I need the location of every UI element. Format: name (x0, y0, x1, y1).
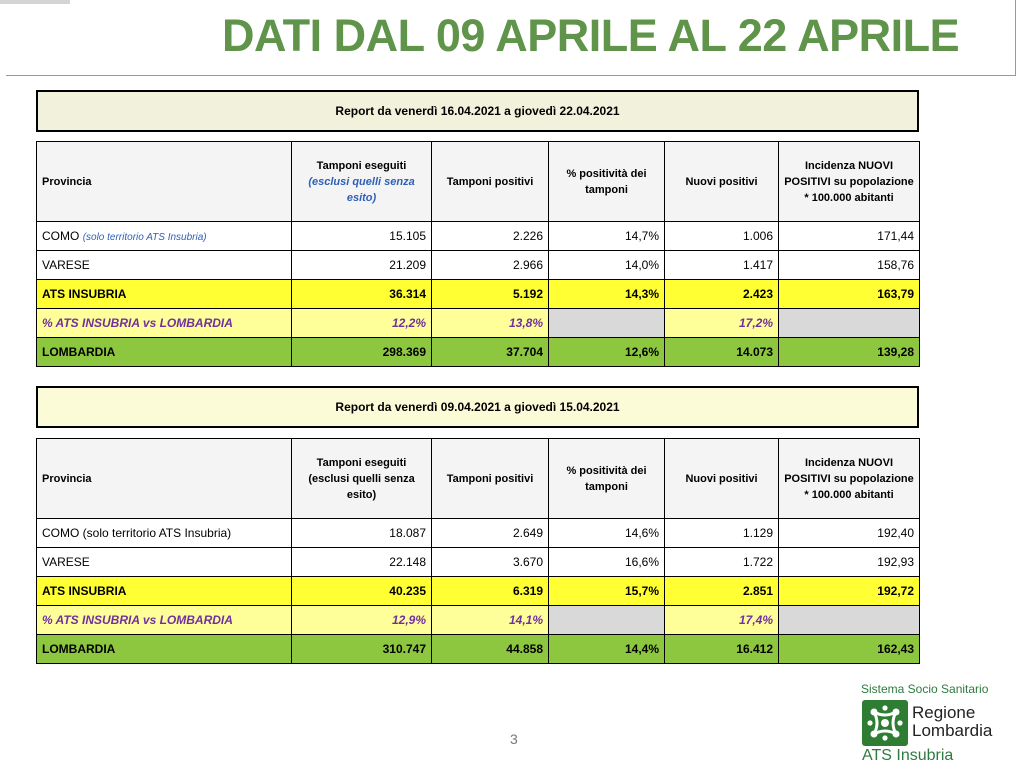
cell-positivi: 5.192 (432, 280, 549, 309)
report-2-table (36, 438, 920, 664)
table-row-varese (37, 251, 920, 280)
header-nuovi-positivi: Nuovi positivi (665, 142, 779, 222)
title-divider (6, 75, 1016, 76)
header-positivita: % positività dei tamponi (549, 439, 665, 519)
table-row-como (37, 222, 920, 251)
table-row-lombardia (37, 635, 920, 664)
cell-provincia: COMO (solo territorio ATS Insubria) (37, 519, 292, 548)
cell-positivi: 2.966 (432, 251, 549, 280)
cell-positivi: 14,1% (432, 606, 549, 635)
header-tamponi-eseguiti (292, 142, 432, 222)
cell-nuovi: 1.006 (665, 222, 779, 251)
cell-pct-blank (549, 309, 665, 338)
cell-nuovi: 2.423 (665, 280, 779, 309)
table-row-ats-insubria (37, 280, 920, 309)
cell-tamponi: 40.235 (292, 577, 432, 606)
cell-provincia: ATS INSUBRIA (37, 280, 292, 309)
cell-positivi: 2.649 (432, 519, 549, 548)
cell-incidenza-blank (779, 309, 920, 338)
cell-positivi: 2.226 (432, 222, 549, 251)
cell-provincia: VARESE (37, 548, 292, 577)
report-1-title: Report da venerdì 16.04.2021 a giovedì 22.04.2021 (36, 90, 919, 132)
cell-nuovi: 17,2% (665, 309, 779, 338)
header-provincia: Provincia (37, 142, 292, 222)
table-row-varese (37, 548, 920, 577)
table-header-row (37, 439, 920, 519)
page-number: 3 (510, 731, 518, 747)
cell-nuovi: 14.073 (665, 338, 779, 367)
cell-incidenza: 171,44 (779, 222, 920, 251)
logo-lombardia-text: Lombardia (912, 721, 993, 740)
cell-nuovi: 1.417 (665, 251, 779, 280)
cell-provincia (37, 222, 292, 251)
cell-positivi: 6.319 (432, 577, 549, 606)
header-tamponi-eseguiti (292, 439, 432, 519)
cell-tamponi: 15.105 (292, 222, 432, 251)
cell-provincia: VARESE (37, 251, 292, 280)
cell-pct: 14,6% (549, 519, 665, 548)
table-row-pct-ats-vs-lombardia (37, 309, 920, 338)
table-row-pct-ats-vs-lombardia (37, 606, 920, 635)
table-row-lombardia (37, 338, 920, 367)
cell-provincia: LOMBARDIA (37, 338, 292, 367)
cell-tamponi: 298.369 (292, 338, 432, 367)
cell-pct: 14,7% (549, 222, 665, 251)
cell-pct: 16,6% (549, 548, 665, 577)
report-1-table (36, 141, 920, 367)
cell-nuovi: 17,4% (665, 606, 779, 635)
table-row-ats-insubria (37, 577, 920, 606)
header-incidenza: Incidenza NUOVI POSITIVI su popolazione * 100.000 abitanti (779, 439, 920, 519)
cell-positivi: 13,8% (432, 309, 549, 338)
logo-regione-text: Regione (912, 703, 976, 722)
cell-pct: 14,4% (549, 635, 665, 664)
cell-provincia: ATS INSUBRIA (37, 577, 292, 606)
cell-positivi: 44.858 (432, 635, 549, 664)
cell-nuovi: 16.412 (665, 635, 779, 664)
cell-incidenza: 163,79 (779, 280, 920, 309)
cell-tamponi: 12,9% (292, 606, 432, 635)
provincia-note: (solo territorio ATS Insubria) (82, 232, 207, 243)
header-tamponi-eseguiti-label: Tamponi eseguiti (316, 456, 407, 469)
header-tamponi-positivi: Tamponi positivi (432, 439, 549, 519)
rosa-camuna-icon (862, 700, 908, 746)
header-provincia: Provincia (37, 439, 292, 519)
header-tamponi-eseguiti-note: (esclusi quelli senza esito) (308, 472, 415, 501)
cell-tamponi: 21.209 (292, 251, 432, 280)
cell-pct: 15,7% (549, 577, 665, 606)
header-tamponi-eseguiti-note: (esclusi quelli senza esito) (308, 175, 415, 204)
logo-top-text: Sistema Socio Sanitario (861, 682, 989, 696)
table-header-row (37, 142, 920, 222)
table-row-como (37, 519, 920, 548)
logo-ats-text: ATS Insubria (862, 747, 954, 764)
cell-incidenza-blank (779, 606, 920, 635)
header-positivita: % positività dei tamponi (549, 142, 665, 222)
header-incidenza: Incidenza NUOVI POSITIVI su popolazione * 100.000 abitanti (779, 142, 920, 222)
title-divider-vertical (1015, 0, 1016, 76)
cell-tamponi: 36.314 (292, 280, 432, 309)
header-tamponi-eseguiti-label: Tamponi eseguiti (316, 159, 407, 172)
cell-nuovi: 1.722 (665, 548, 779, 577)
cell-pct: 14,3% (549, 280, 665, 309)
cell-nuovi: 1.129 (665, 519, 779, 548)
corner-mark (0, 0, 70, 4)
cell-nuovi: 2.851 (665, 577, 779, 606)
header-nuovi-positivi: Nuovi positivi (665, 439, 779, 519)
cell-incidenza: 162,43 (779, 635, 920, 664)
cell-pct: 14,0% (549, 251, 665, 280)
report-2-title: Report da venerdì 09.04.2021 a giovedì 15.04.2021 (36, 386, 919, 428)
cell-tamponi: 18.087 (292, 519, 432, 548)
cell-positivi: 37.704 (432, 338, 549, 367)
cell-tamponi: 310.747 (292, 635, 432, 664)
cell-provincia: % ATS INSUBRIA vs LOMBARDIA (37, 309, 292, 338)
cell-provincia: % ATS INSUBRIA vs LOMBARDIA (37, 606, 292, 635)
cell-positivi: 3.670 (432, 548, 549, 577)
slide-title: DATI DAL 09 APRILE AL 22 APRILE (222, 10, 960, 61)
provincia-name: COMO (42, 229, 80, 243)
cell-pct-blank (549, 606, 665, 635)
cell-pct: 12,6% (549, 338, 665, 367)
cell-incidenza: 139,28 (779, 338, 920, 367)
cell-tamponi: 12,2% (292, 309, 432, 338)
header-tamponi-positivi: Tamponi positivi (432, 142, 549, 222)
cell-incidenza: 158,76 (779, 251, 920, 280)
cell-incidenza: 192,40 (779, 519, 920, 548)
cell-provincia: LOMBARDIA (37, 635, 292, 664)
cell-incidenza: 192,93 (779, 548, 920, 577)
cell-incidenza: 192,72 (779, 577, 920, 606)
cell-tamponi: 22.148 (292, 548, 432, 577)
